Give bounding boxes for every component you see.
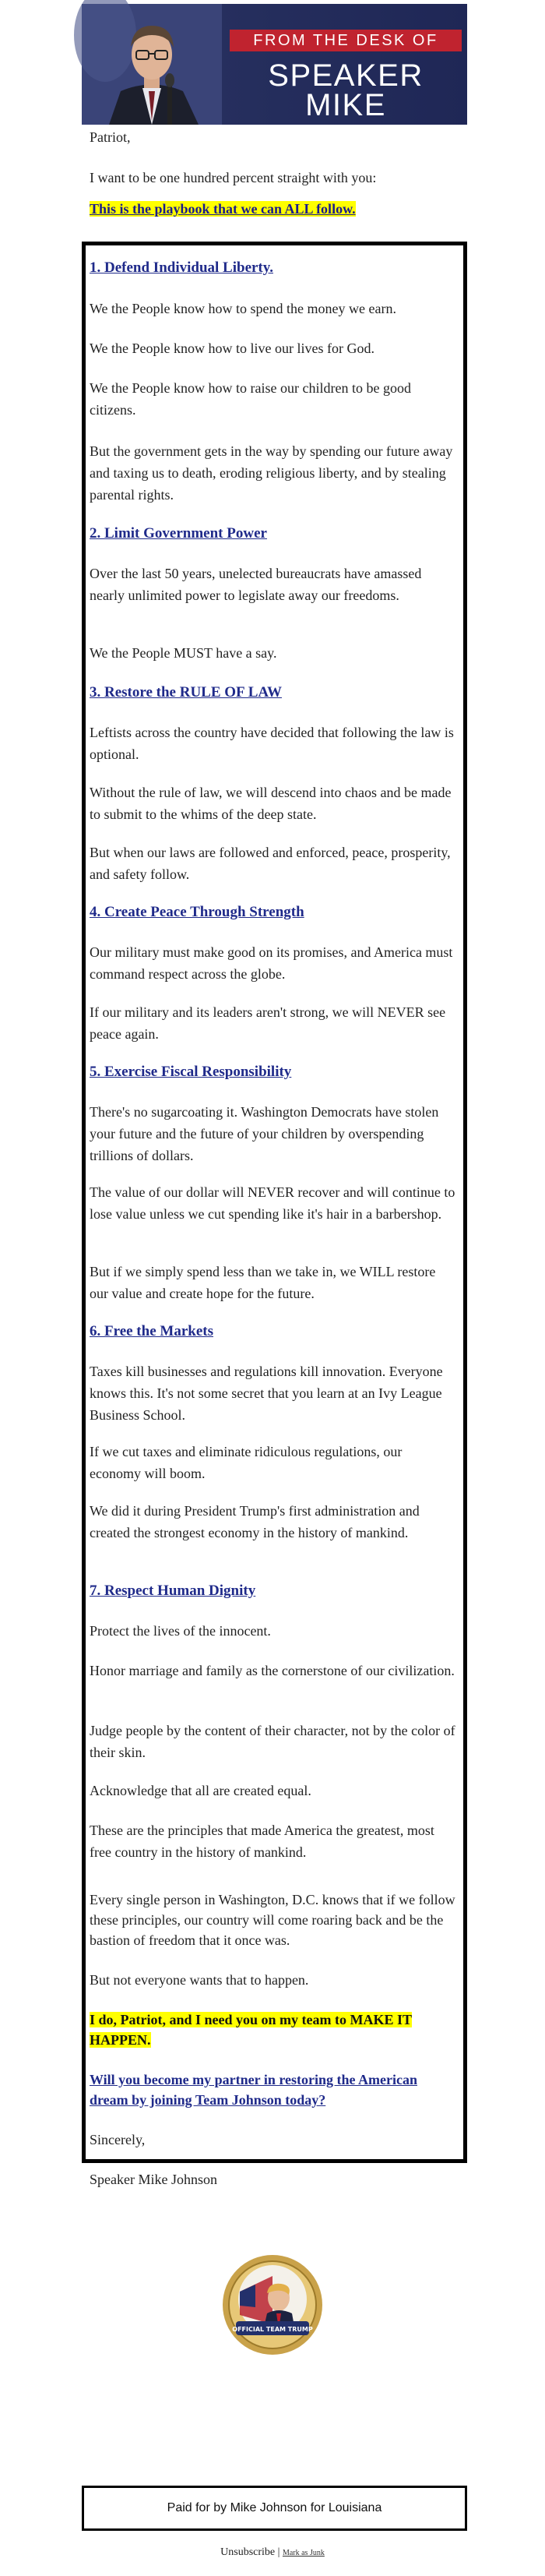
section-heading-2[interactable]: 2. Limit Government Power [90, 525, 267, 542]
section-paragraph: We the People MUST have a say. [90, 645, 277, 661]
intro-highlight: This is the playbook that we can ALL follow. [90, 201, 356, 217]
closing-highlight: I do, Patriot, and I need you on my team to MAKE IT HAPPEN. [90, 2012, 413, 2048]
section-paragraph: We the People know how to spend the money we earn. [90, 301, 396, 316]
section-paragraph: Without the rule of law, we will descend into chaos and be made to submit to the whims of the deep state. [90, 785, 452, 822]
section-heading-3[interactable]: 3. Restore the RULE OF LAW [90, 684, 282, 700]
section-paragraph: The value of our dollar will NEVER recover and will continue to lose value unless we cut spending like it's hair in a barbershop. [90, 1184, 455, 1222]
team-trump-seal-icon [220, 2253, 325, 2357]
closing-paragraph: Every single person in Washington, D.C. knows that if we follow these principles, our country will come roaring back and be the bastion of freedom that it once was. [90, 1892, 455, 1948]
closing-paragraph: But not everyone wants that to happen. [90, 1972, 309, 1988]
section-heading-7[interactable]: 7. Respect Human Dignity [90, 1583, 256, 1599]
section-heading-1[interactable]: 1. Defend Individual Liberty. [90, 259, 273, 276]
greeting: Patriot, [90, 129, 131, 145]
title-speaker: SPEAKER [268, 58, 424, 93]
section-paragraph: But the government gets in the way by spending our future away and taxing us to death, eroding religious liberty, and by stealing parental rights. [90, 443, 453, 503]
unsubscribe-link[interactable]: Unsubscribe [220, 2546, 276, 2558]
section-paragraph: We did it during President Trump's first administration and created the strongest economy in the history of mankind. [90, 1503, 420, 1540]
section-paragraph: Honor marriage and family as the cornerstone of our civilization. [90, 1663, 455, 1678]
section-heading-5[interactable]: 5. Exercise Fiscal Responsibility [90, 1064, 292, 1080]
section-paragraph: Protect the lives of the innocent. [90, 1623, 271, 1639]
section-paragraph: We the People know how to live our lives for God. [90, 341, 374, 356]
section-heading-4[interactable]: 4. Create Peace Through Strength [90, 904, 304, 920]
join-team-link[interactable]: Will you become my partner in restoring the American dream by joining Team Johnson today? [90, 2072, 417, 2108]
section-paragraph: Judge people by the content of their character, not by the color of their skin. [90, 1723, 455, 1760]
title-name: MIKE JOHNSON [265, 88, 427, 157]
section-paragraph: We the People know how to raise our children to be good citizens. [90, 380, 411, 418]
section-paragraph: If our military and its leaders aren't strong, we will NEVER see peace again. [90, 1004, 446, 1042]
signoff: Sincerely, [90, 2132, 146, 2147]
section-paragraph: There's no sugarcoating it. Washington Democrats have stolen your future and the future of your children by overspending trillions of dollars. [90, 1104, 439, 1163]
section-paragraph: Acknowledge that all are created equal. [90, 1783, 311, 1798]
section-paragraph: But if we simply spend less than we take in, we WILL restore our value and create hope for the future. [90, 1264, 436, 1301]
speaker-portrait [82, 4, 222, 125]
unsubscribe-row [0, 2546, 545, 2559]
section-heading-6[interactable]: 6. Free the Markets [90, 1323, 213, 1339]
separator: | [277, 2546, 283, 2558]
paid-for-box: Paid for by Mike Johnson for Louisiana [82, 2486, 467, 2531]
section-paragraph: If we cut taxes and eliminate ridiculous regulations, our economy will boom. [90, 1444, 403, 1481]
section-paragraph: Taxes kill businesses and regulations kill innovation. Everyone knows this. It's not some secret that you learn at an Ivy League Business School. [90, 1364, 443, 1423]
section-paragraph: Leftists across the country have decided that following the law is optional. [90, 725, 454, 762]
mark-junk-link[interactable]: Mark as Junk [282, 2549, 325, 2557]
section-paragraph: Over the last 50 years, unelected bureaucrats have amassed nearly unlimited power to legislate away our freedoms. [90, 566, 422, 603]
seal-text: OFFICIAL TEAM TRUMP [232, 2326, 313, 2333]
section-paragraph: Our military must make good on its promises, and America must command respect across the globe. [90, 944, 453, 982]
intro-line: I want to be one hundred percent straight with you: [90, 170, 377, 185]
section-paragraph: But when our laws are followed and enforced, peace, prosperity, and safety follow. [90, 845, 451, 882]
tagline-banner: FROM THE DESK OF [230, 30, 462, 51]
signature: Speaker Mike Johnson [90, 2172, 217, 2187]
section-paragraph: These are the principles that made America the greatest, most free country in the history of mankind. [90, 1823, 434, 1860]
